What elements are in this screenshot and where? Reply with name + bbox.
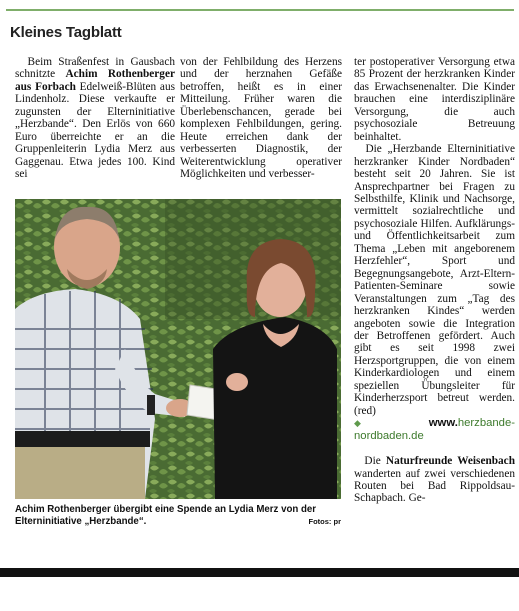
photo-credit: Fotos: pr — [308, 516, 341, 526]
person-name: Achim Rothenberger aus Forbach — [15, 68, 175, 93]
article-column-2 — [180, 56, 342, 181]
paragraph — [354, 143, 515, 417]
web-link-line — [354, 417, 515, 442]
text: wanderten auf zwei verschiedenen Routen bei Bad Rippoldsau-Schapbach. Ge- — [354, 467, 515, 505]
paragraph: ter postoperativer Versorgung etwa 85 Prozent der herzkranken Kinder das Erwachsenenalter. Die Kinder brauchen eine interdisziplinäre Versorgung, die auch psychosoziale Betreuung beinhaltet. — [354, 56, 515, 143]
photo-caption — [15, 504, 341, 527]
diamond-icon: ◆ — [354, 418, 394, 429]
org-name: Naturfreunde Weisenbach — [385, 455, 515, 468]
top-rule — [6, 9, 514, 11]
section-title: Kleines Tagblatt — [10, 24, 122, 41]
paragraph — [15, 56, 175, 181]
article-photo — [15, 199, 341, 499]
paragraph — [354, 455, 515, 505]
bottom-bar — [0, 568, 519, 577]
photo-illustration — [15, 199, 341, 499]
text: Die „Herzbande Elterninitiative herzkranker Kinder Nordbaden“ besteht seit 20 Jahren. Sie ist Ansprechpartner bei Fragen zu Selbsthilfe, Klinik und Nachsorge, vermittelt sozialrechtliche und psychosoziale Hilfen. Aufklärungs- und Öffentlichkeitsarbeit zum Thema „Leben mit angeborenem Herzfehler“, Sport und Begegnungsangebote, Arzt-Eltern-Patienten-Seminare sowie Veranstaltungen zum „Tag des herzkranken Kindes“ werden angeboten sowie die Integration der Betroffenen gefördert. Auch gibt es seit 1998 zwei Herzsportgruppen, die von einem Kinderkardiologen und einem speziellen Übungsleiter für Kinderherzsport betreut werden. (red) — [354, 143, 515, 417]
article-column-1 — [15, 56, 175, 181]
web-prefix: www. — [428, 417, 458, 430]
text: Beim Straßenfest in Gausbach schnitzte — [15, 56, 175, 81]
article-column-3 — [354, 56, 515, 505]
paragraph: von der Fehlbildung des Herzens und der herznahen Gefäße betroffen, heißt es in einer Mitteilung. Früher waren die Überlebenschancen, gerade bei komplexen Fehlbildungen, gering. Heute erreichen dank der verbesserten Diagnostik, der Weiterentwicklung operativer Möglichkeiten und verbesser- — [180, 56, 342, 181]
caption-text: Achim Rothenberger übergibt eine Spende an Lydia Merz von der Elterninitiative „Herzbande“. — [15, 504, 317, 527]
web-link[interactable]: herzbande-nordbaden.de — [354, 417, 515, 442]
text: Edelweiß-Blüten aus Lindenholz. Diese verkaufte er zugunsten der Elterninitiative „Herzbande“. Den Erlös von 660 Euro überreichte er an die Gruppenleiterin Lydia Merz aus Gaggenau. Etwa jedes 100. Kind sei — [15, 80, 175, 181]
text: Die — [364, 455, 386, 468]
